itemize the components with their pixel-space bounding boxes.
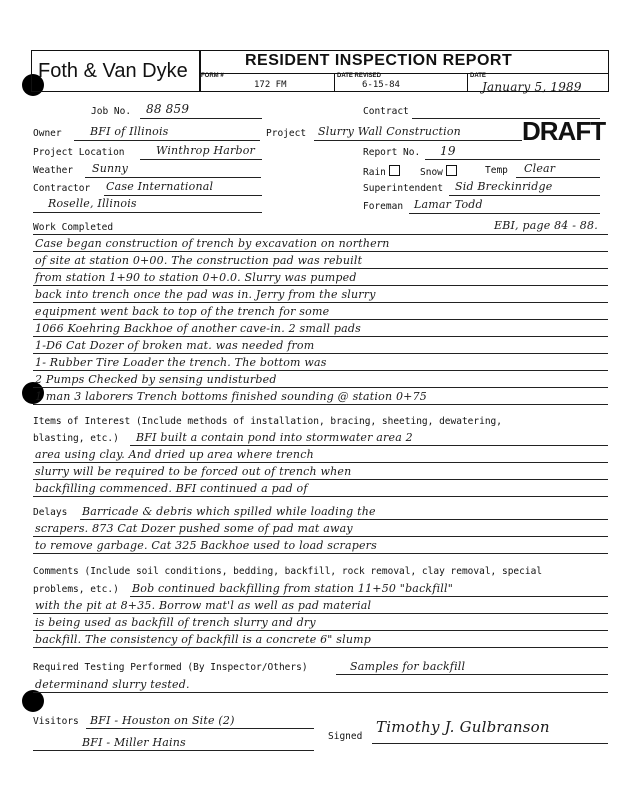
visitors-label: Visitors: [33, 716, 79, 727]
date-divider: [467, 73, 468, 91]
contractor-label: Contractor: [33, 183, 91, 194]
testing-label: Required Testing Performed (By Inspector/Others): [33, 662, 308, 673]
testing-value-2: determinand slurry tested.: [35, 678, 190, 691]
draft-stamp: DRAFT: [522, 116, 606, 146]
work-line: back into trench once the pad was in. Jerry from the slurry: [35, 288, 376, 301]
project-location-label: Project Location: [33, 147, 125, 158]
items-line: BFI built a contain pond into stormwater area 2: [136, 431, 413, 444]
rain-label: Rain: [363, 167, 386, 178]
weather-label: Weather: [33, 165, 74, 176]
work-line: 1066 Koehring Backhoe of another cave-in. 2 small pads: [35, 322, 361, 335]
work-line: equipment went back to top of the trench for some: [35, 305, 330, 318]
items-line: slurry will be required to be forced out of trench when: [35, 465, 352, 478]
signature: Timothy J. Gulbranson: [376, 718, 550, 736]
project-location-value: Winthrop Harbor: [156, 144, 255, 157]
rain-checkbox: [363, 165, 400, 178]
comments-label-2: problems, etc.): [33, 584, 119, 595]
project-label: Project: [266, 128, 307, 139]
work-completed-label: Work Completed: [33, 222, 114, 233]
superintendent-label: Superintendent: [363, 183, 444, 194]
work-line: 2 Pumps Checked by sensing undisturbed: [35, 373, 277, 386]
date-revised-value: 6-15-84: [362, 80, 400, 90]
work-line: 1 man 3 laborers Trench bottoms finished sounding @ station 0+75: [35, 390, 427, 403]
comments-line: backfill. The consistency of backfill is a concrete 6" slump: [35, 633, 371, 646]
foreman-value: Lamar Todd: [414, 198, 483, 211]
comments-line: is being used as backfill of trench slurry and dry: [35, 616, 316, 629]
work-line: 1-D6 Cat Dozer of broken mat. was needed from: [35, 339, 315, 352]
superintendent-value: Sid Breckinridge: [455, 180, 553, 193]
form-divider: [334, 73, 335, 91]
work-reference: EBI, page 84 - 88.: [494, 219, 598, 232]
delays-line: scrapers. 873 Cat Dozer pushed some of pad mat away: [35, 522, 353, 535]
delays-label: Delays: [33, 507, 68, 518]
rain-box: [389, 165, 400, 176]
work-line: of site at station 0+00. The construction pad was rebuilt: [35, 254, 363, 267]
contractor-value-1: Case International: [106, 180, 214, 193]
work-line: from station 1+90 to station 0+0.0. Slurry was pumped: [35, 271, 357, 284]
signed-label: Signed: [328, 731, 363, 742]
temp-label: Temp: [485, 165, 508, 176]
work-line: 1- Rubber Tire Loader the trench. The bottom was: [35, 356, 327, 369]
work-line: Case began construction of trench by excavation on northern: [35, 237, 390, 250]
date-revised-label: DATE REVISED: [337, 73, 381, 79]
snow-label: Snow: [420, 167, 443, 178]
snow-box: [446, 165, 457, 176]
company-name: Foth & Van Dyke: [38, 60, 188, 82]
punch-hole-bottom: [22, 690, 44, 712]
foreman-label: Foreman: [363, 201, 404, 212]
items-of-interest-label-2: blasting, etc.): [33, 433, 119, 444]
contract-label: Contract: [363, 106, 409, 117]
items-line: backfilling commenced. BFI continued a pad of: [35, 482, 308, 495]
snow-checkbox: [420, 165, 457, 178]
report-no-value: 19: [440, 144, 456, 158]
delays-line: to remove garbage. Cat 325 Backhoe used to load scrapers: [35, 539, 377, 552]
project-value: Slurry Wall Construction: [318, 125, 461, 138]
job-no-value: 88 859: [146, 102, 190, 116]
items-line: area using clay. And dried up area where trench: [35, 448, 314, 461]
job-no-label: Job No.: [91, 106, 132, 117]
report-date: January 5, 1989: [482, 80, 582, 94]
temp-value: Clear: [524, 162, 556, 175]
report-no-label: Report No.: [363, 147, 421, 158]
form-value: 172 FM: [254, 80, 287, 90]
comments-line: Bob continued backfilling from station 11+50 "backfill": [132, 582, 453, 595]
report-title: RESIDENT INSPECTION REPORT: [245, 52, 513, 69]
visitors-line-2: BFI - Miller Hains: [82, 736, 186, 749]
owner-label: Owner: [33, 128, 62, 139]
delays-line: Barricade & debris which spilled while loading the: [82, 505, 376, 518]
header-row-divider: [199, 73, 609, 74]
owner-value: BFI of Illinois: [90, 125, 169, 138]
form-label: FORM #: [201, 73, 224, 79]
items-of-interest-label: Items of Interest (Include methods of installation, bracing, sheeting, dewatering,: [33, 416, 502, 427]
comments-label: Comments (Include soil conditions, bedding, backfill, rock removal, clay removal, special: [33, 566, 543, 577]
visitors-line-1: BFI - Houston on Site (2): [90, 714, 235, 727]
weather-value: Sunny: [92, 162, 129, 175]
testing-value-1: Samples for backfill: [350, 660, 466, 673]
contractor-value-2: Roselle, Illinois: [48, 197, 137, 210]
date-label: DATE: [470, 73, 486, 79]
comments-line: with the pit at 8+35. Borrow mat'l as well as pad material: [35, 599, 372, 612]
